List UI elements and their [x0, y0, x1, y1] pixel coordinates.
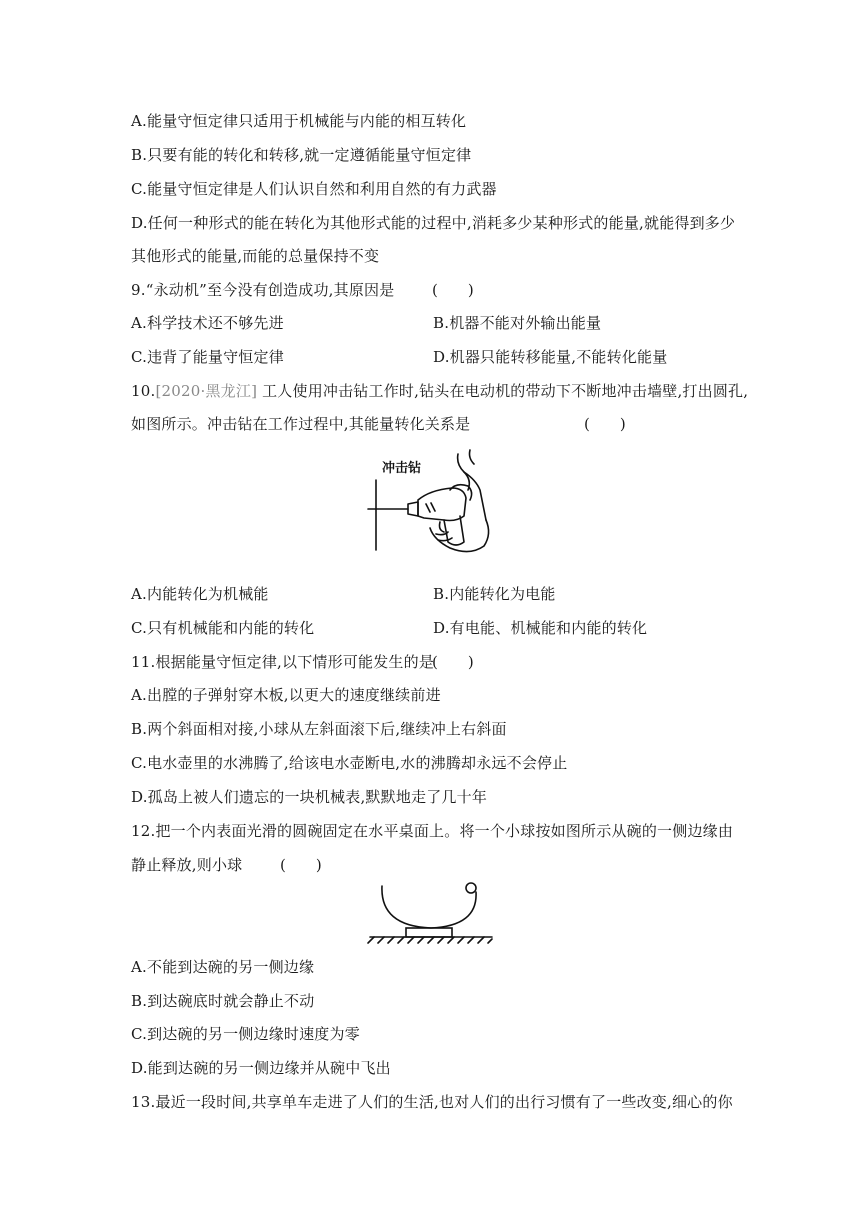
small-ball [466, 883, 476, 893]
hand-upper [450, 485, 472, 500]
q10-option-a: A.内能转化为机械能 [131, 585, 269, 603]
q10-option-b: B.内能转化为电能 [433, 585, 556, 603]
q10-source-tag: [2020·黑龙江] [155, 382, 258, 400]
q9-answer-paren: ( ) [432, 281, 474, 299]
q11-option-d: D.孤岛上被人们遗忘的一块机械表,默默地走了几十年 [131, 788, 488, 806]
q8-option-a: A.能量守恒定律只适用于机械能与内能的相互转化 [131, 112, 467, 130]
q12-option-b: B.到达碗底时就会静止不动 [131, 992, 315, 1010]
q9-stem: 9.“永动机”至今没有创造成功,其原因是 [131, 281, 395, 299]
q12-option-c: C.到达碗的另一侧边缘时速度为零 [131, 1025, 360, 1043]
q12-option-a: A.不能到达碗的另一侧边缘 [131, 958, 315, 976]
arm-upper [458, 454, 486, 520]
q13-stem-line1: 13.最近一段时间,共享单车走进了人们的生活,也对人们的出行习惯有了一些改变,细心的你 [131, 1093, 733, 1111]
bowl-curve [382, 886, 476, 928]
table-hatch [368, 937, 492, 943]
q8-option-c: C.能量守恒定律是人们认识自然和利用自然的有力武器 [131, 180, 497, 198]
q10-number: 10. [131, 382, 156, 400]
q12-option-d: D.能到达碗的另一侧边缘并从碗中飞出 [131, 1059, 391, 1077]
q12-answer-paren: ( ) [280, 856, 322, 874]
q11-answer-paren: ( ) [432, 653, 474, 671]
drill-body [418, 488, 466, 521]
q9-option-c: C.违背了能量守恒定律 [131, 348, 284, 366]
q8-option-d-continued: 其他形式的能量,而能的总量保持不变 [131, 247, 380, 265]
drill-figure-label: 冲击钻 [382, 461, 422, 476]
q12-stem-line2: 静止释放,则小球 [131, 856, 243, 874]
q11-option-c: C.电水壶里的水沸腾了,给该电水壶断电,水的沸腾却永远不会停止 [131, 754, 568, 772]
q10-stem-text: 工人使用冲击钻工作时,钻头在电动机的带动下不断地冲击墙壁,打出圆孔, [262, 382, 749, 400]
q10-option-c: C.只有机械能和内能的转化 [131, 619, 315, 637]
bowl-base [406, 928, 452, 937]
q8-option-d: D.任何一种形式的能在转化为其他形式能的过程中,消耗多少某种形式的能量,就能得到多少 [131, 214, 736, 232]
q9-option-b: B.机器不能对外输出能量 [433, 314, 602, 332]
q9-option-a: A.科学技术还不够先进 [131, 314, 284, 332]
q10-stem-line1 [131, 381, 748, 401]
q10-stem-line2: 如图所示。冲击钻在工作过程中,其能量转化关系是 [131, 415, 471, 433]
q11-option-b: B.两个斜面相对接,小球从左斜面滚下后,继续冲上右斜面 [131, 720, 507, 738]
bowl-figure [366, 882, 496, 944]
q10-option-d: D.有电能、机械能和内能的转化 [433, 619, 648, 637]
impact-drill-figure [360, 450, 500, 560]
q10-answer-paren: ( ) [584, 415, 626, 433]
q9-option-d: D.机器只能转移能量,不能转化能量 [433, 348, 668, 366]
q11-option-a: A.出膛的子弹射穿木板,以更大的速度继续前进 [131, 686, 441, 704]
q12-stem-line1: 12.把一个内表面光滑的圆碗固定在水平桌面上。将一个小球按如图所示从碗的一侧边缘由 [131, 822, 734, 840]
q8-option-b: B.只要有能的转化和转移,就一定遵循能量守恒定律 [131, 146, 472, 164]
q11-stem: 11.根据能量守恒定律,以下情形可能发生的是 [131, 653, 435, 671]
